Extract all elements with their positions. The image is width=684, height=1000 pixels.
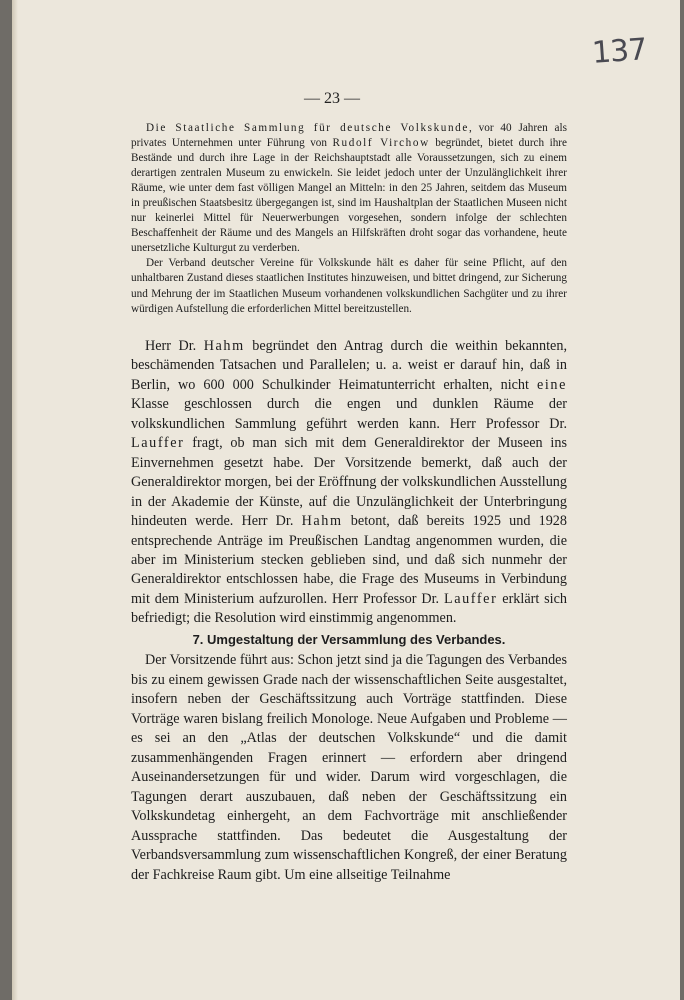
discussion-text: fragt, ob man sich mit dem Generaldirektor der Museen ins Einvernehmen gesetzt habe. Der Vorsitzende bemerkt, daß auch der Generaldirektor morgen, bei der Eröffnung der volkskundlichen Ausstellung in der Akademie der Künste, auf die Unzulänglichkeit der Unterbringung hindeuten werde. Herr Dr.: [131, 435, 567, 530]
discussion-paragraph: [131, 337, 567, 629]
discussion-text: betont, daß bereits 1925 und 1928 entsprechende Anträge im Preußischen Landtag angenommen wurden, die aber im Ministerium stecken geblieben sind, und daß sich nunmehr der Generaldirektor entschlossen habe, die Frage des Museums in Verbindung mit dem Ministerium aufzurollen. Herr Professor Dr.: [131, 513, 567, 607]
emphasis-name: Lauffer: [131, 435, 185, 452]
page-number: — 23 —: [304, 90, 360, 107]
page-edge-shadow: [12, 0, 18, 1000]
discussion-text: begründet den Antrag durch die weithin bekannten, beschämenden Tatsachen und Parallelen; u. a. weist er darauf hin, daß in Berlin, wo 600 000 Schulkinder Heimatunterricht erhalten, nicht: [131, 338, 567, 393]
emphasis-name: Rudolf Virchow: [332, 137, 430, 150]
section-paragraph: Der Vorsitzende führt aus: Schon jetzt sind ja die Tagungen des Verbandes bis zu einem gewissen Grade nach der wissenschaftlichen Seite ausgestaltet, insofern neben der Geschäftssitzung auch Vorträge stattfinden. Diese Vorträge waren bislang freilich Monologe. Neue Aufgaben und Probleme — es sei an den „Atlas der deutschen Volkskunde“ und die damit zusammenhängenden Fragen erinnert — erfordern aber dringend Auseinandersetzungen für und wider. Darum wird vorgeschlagen, die Tagungen derart auszubauen, daß neben der Geschäftssitzung ein Volkskundetag einhergeht, an dem Fachvorträge mit anschließender Aussprache stattfinden. Das bedeutet die Ausgestaltung der Verbandsversammlung zum wissenschaftlichen Kongreß, der einer Beratung der Fachkreise Raum gibt. Um eine allseitige Teilnahme: [131, 652, 567, 883]
emphasis-name: Hahm: [301, 513, 343, 530]
emphasis-text: eine: [536, 376, 567, 393]
section-heading: 7. Umgestaltung der Versammlung des Verbandes.: [192, 632, 506, 647]
discussion-block: [131, 337, 567, 629]
resolution-block: [131, 121, 567, 317]
emphasis-text: Die Staatliche Sammlung für deutsche Volkskunde: [146, 122, 469, 134]
resolution-paragraph-1: [131, 121, 567, 256]
discussion-text: Klasse geschlossen durch die engen und dunklen Räume der volkskundlichen Sammlung geführt werden kann. Herr Professor Dr.: [131, 396, 567, 432]
discussion-text: erklärt sich befriedigt; die Resolution wird einstimmig angenommen.: [131, 590, 568, 627]
emphasis-name: Hahm: [203, 338, 245, 354]
section-body: [131, 651, 567, 885]
emphasis-name: Lauffer: [443, 590, 498, 607]
document-page: [12, 0, 680, 1000]
resolution-text: begründet, bietet durch ihre Bestände und durch ihre Lage in der Reichshauptstadt alle Voraussetzungen, sich zu einem derartigen zentralen Museum zu enwickeln. Sie leidet jedoch unter der Unzulänglichkeit ihrer Räume, wie unter dem fast völligen Mangel an Mitteln: in den 25 Jahren, seitdem das Museum in preußischen Staatsbesitz übergegangen ist, sind im Haushaltplan der Staatlichen Museen nicht nur keinerlei Mittel für Neuerwerbungen vorgesehen, sondern infolge der schlechten Beschaffenheit der Räume und des Mangels an Hilfskräften droht sogar das vorhandene, heute unersetzliche Kulturgut zu verderben.: [131, 137, 567, 255]
resolution-text: , vor 40 Jahren als privates Unternehmen unter Führung von: [131, 122, 567, 150]
resolution-paragraph-2: Der Verband deutscher Vereine für Volkskunde hält es daher für seine Pflicht, auf den unhaltbaren Zustand dieses staatlichen Institutes hinzuweisen, und bittet dringend, zur Sicherung und Mehrung der im Staatlichen Museum vorhandenen volkskundlichen Sachgüter und zu ihrer würdigen Aufstellung die erforderlichen Mittel bereitzustellen.: [131, 257, 567, 315]
discussion-text: Herr Dr.: [145, 338, 204, 354]
handwritten-page-annotation: 137: [590, 32, 648, 71]
